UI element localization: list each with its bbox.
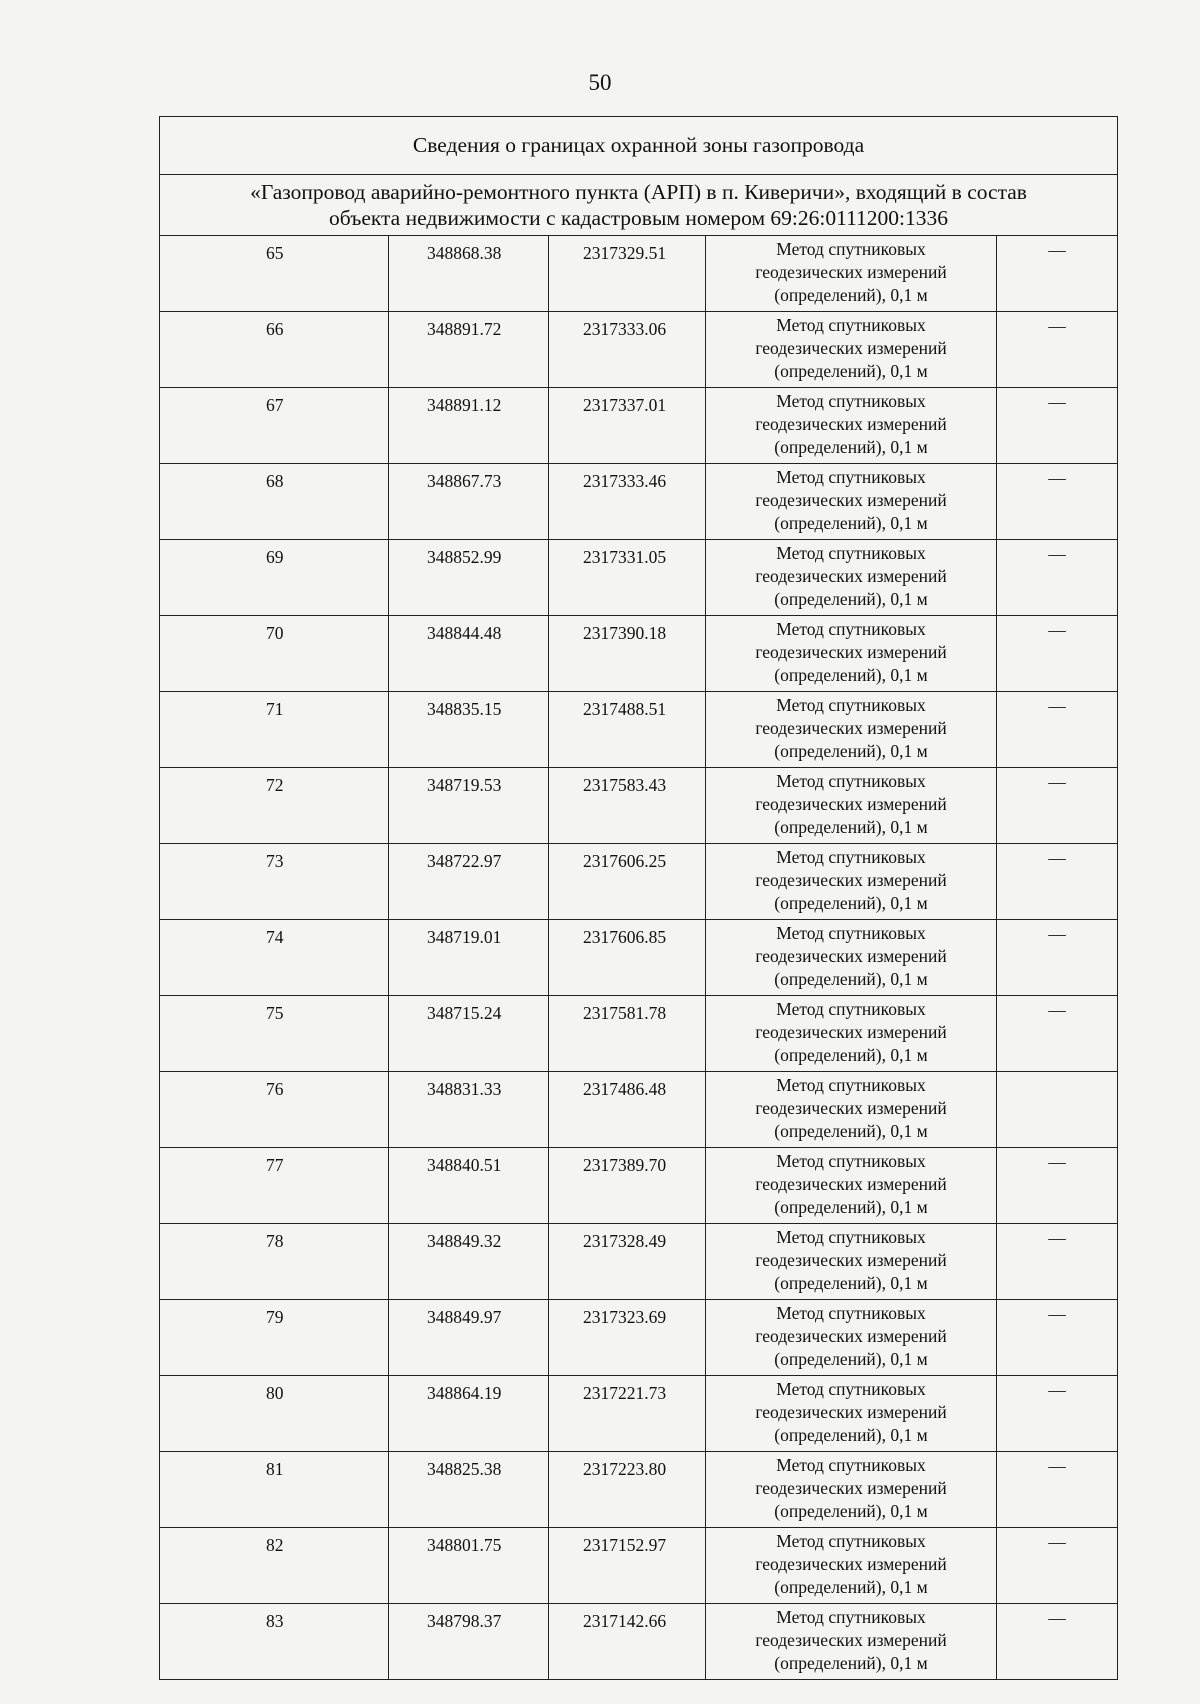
- coordinate-y: 2317328.49: [549, 1224, 706, 1300]
- coordinate-y: 2317606.25: [549, 844, 706, 920]
- note-cell: —: [997, 996, 1118, 1072]
- coordinate-y: 2317389.70: [549, 1148, 706, 1224]
- coordinate-y: 2317329.51: [549, 236, 706, 312]
- coordinate-y: 2317390.18: [549, 616, 706, 692]
- method-line-3: (определений), 0,1 м: [774, 437, 928, 457]
- point-number: 79: [160, 1300, 389, 1376]
- method-line-1: Метод спутниковых: [776, 1379, 926, 1399]
- table-row: [160, 1300, 1118, 1376]
- method-description: [706, 1528, 997, 1604]
- method-line-1: Метод спутниковых: [776, 695, 926, 715]
- coordinate-y: 2317221.73: [549, 1376, 706, 1452]
- coordinate-y: 2317337.01: [549, 388, 706, 464]
- table-row: [160, 388, 1118, 464]
- method-line-2: геодезических измерений: [755, 1554, 947, 1574]
- point-number: 73: [160, 844, 389, 920]
- method-line-1: Метод спутниковых: [776, 1227, 926, 1247]
- method-description: [706, 388, 997, 464]
- method-description: [706, 692, 997, 768]
- method-line-2: геодезических измерений: [755, 338, 947, 358]
- method-description: [706, 540, 997, 616]
- method-line-3: (определений), 0,1 м: [774, 1121, 928, 1141]
- method-description: [706, 1376, 997, 1452]
- method-description: [706, 464, 997, 540]
- point-number: 72: [160, 768, 389, 844]
- coordinate-x: 348868.38: [389, 236, 549, 312]
- coordinate-x: 348840.51: [389, 1148, 549, 1224]
- note-cell: —: [997, 1148, 1118, 1224]
- note-cell: —: [997, 1376, 1118, 1452]
- coordinate-x: 348831.33: [389, 1072, 549, 1148]
- table-subtitle-line-1: «Газопровод аварийно-ремонтного пункта (АРП) в п. Киверичи», входящий в состав: [250, 180, 1027, 204]
- method-line-3: (определений), 0,1 м: [774, 741, 928, 761]
- method-line-1: Метод спутниковых: [776, 1151, 926, 1171]
- method-line-2: геодезических измерений: [755, 794, 947, 814]
- point-number: 69: [160, 540, 389, 616]
- coordinate-x: 348891.72: [389, 312, 549, 388]
- point-number: 82: [160, 1528, 389, 1604]
- table-row: [160, 844, 1118, 920]
- table-row: [160, 540, 1118, 616]
- coordinate-x: 348801.75: [389, 1528, 549, 1604]
- table-row: [160, 692, 1118, 768]
- table-title: Сведения о границах охранной зоны газопровода: [160, 117, 1118, 175]
- method-line-3: (определений), 0,1 м: [774, 665, 928, 685]
- method-line-2: геодезических измерений: [755, 490, 947, 510]
- point-number: 70: [160, 616, 389, 692]
- table-row: [160, 236, 1118, 312]
- note-cell: —: [997, 1300, 1118, 1376]
- table-row: [160, 464, 1118, 540]
- point-number: 66: [160, 312, 389, 388]
- method-description: [706, 1148, 997, 1224]
- coordinate-y: 2317486.48: [549, 1072, 706, 1148]
- note-cell: —: [997, 1452, 1118, 1528]
- table-row: [160, 1224, 1118, 1300]
- point-number: 71: [160, 692, 389, 768]
- method-line-2: геодезических измерений: [755, 1098, 947, 1118]
- method-line-1: Метод спутниковых: [776, 543, 926, 563]
- coordinate-x: 348715.24: [389, 996, 549, 1072]
- table-subtitle-line-2: объекта недвижимости с кадастровым номером 69:26:0111200:1336: [329, 206, 949, 230]
- page-number: 50: [588, 70, 612, 95]
- point-number: 65: [160, 236, 389, 312]
- method-line-1: Метод спутниковых: [776, 239, 926, 259]
- table-row: [160, 312, 1118, 388]
- coordinate-x: 348835.15: [389, 692, 549, 768]
- method-line-2: геодезических измерений: [755, 1022, 947, 1042]
- note-cell: —: [997, 692, 1118, 768]
- method-line-3: (определений), 0,1 м: [774, 361, 928, 381]
- coordinate-y: 2317583.43: [549, 768, 706, 844]
- point-number: 75: [160, 996, 389, 1072]
- coordinate-y: 2317581.78: [549, 996, 706, 1072]
- coordinate-y: 2317331.05: [549, 540, 706, 616]
- coordinate-y: 2317142.66: [549, 1604, 706, 1680]
- coordinate-x: 348891.12: [389, 388, 549, 464]
- method-line-3: (определений), 0,1 м: [774, 513, 928, 533]
- table-row: [160, 768, 1118, 844]
- note-cell: —: [997, 1528, 1118, 1604]
- method-line-2: геодезических измерений: [755, 262, 947, 282]
- note-cell: —: [997, 920, 1118, 996]
- method-line-2: геодезических измерений: [755, 1402, 947, 1422]
- method-line-3: (определений), 0,1 м: [774, 893, 928, 913]
- coordinate-x: 348844.48: [389, 616, 549, 692]
- table-row: [160, 920, 1118, 996]
- coordinate-x: 348849.97: [389, 1300, 549, 1376]
- method-description: [706, 616, 997, 692]
- note-cell: —: [997, 1604, 1118, 1680]
- coordinates-table: [159, 116, 1118, 1680]
- method-line-3: (определений), 0,1 м: [774, 1045, 928, 1065]
- point-number: 68: [160, 464, 389, 540]
- coordinate-x: 348867.73: [389, 464, 549, 540]
- method-line-2: геодезических измерений: [755, 566, 947, 586]
- method-description: [706, 996, 997, 1072]
- coordinate-y: 2317333.46: [549, 464, 706, 540]
- method-line-1: Метод спутниковых: [776, 391, 926, 411]
- note-cell: —: [997, 236, 1118, 312]
- method-description: [706, 312, 997, 388]
- note-cell: —: [997, 844, 1118, 920]
- table-row: [160, 1376, 1118, 1452]
- coordinate-y: 2317488.51: [549, 692, 706, 768]
- coordinate-y: 2317333.06: [549, 312, 706, 388]
- method-description: [706, 1072, 997, 1148]
- method-line-3: (определений), 0,1 м: [774, 1577, 928, 1597]
- coordinate-x: 348849.32: [389, 1224, 549, 1300]
- method-line-1: Метод спутниковых: [776, 467, 926, 487]
- point-number: 83: [160, 1604, 389, 1680]
- method-line-2: геодезических измерений: [755, 870, 947, 890]
- point-number: 81: [160, 1452, 389, 1528]
- method-description: [706, 768, 997, 844]
- method-description: [706, 1300, 997, 1376]
- method-line-3: (определений), 0,1 м: [774, 1197, 928, 1217]
- point-number: 77: [160, 1148, 389, 1224]
- note-cell: [997, 1072, 1118, 1148]
- method-line-1: Метод спутниковых: [776, 923, 926, 943]
- method-line-1: Метод спутниковых: [776, 1607, 926, 1627]
- method-line-1: Метод спутниковых: [776, 999, 926, 1019]
- note-cell: —: [997, 616, 1118, 692]
- table-row: [160, 1528, 1118, 1604]
- coordinate-x: 348719.53: [389, 768, 549, 844]
- table-row: [160, 1148, 1118, 1224]
- method-line-3: (определений), 0,1 м: [774, 969, 928, 989]
- method-line-2: геодезических измерений: [755, 1250, 947, 1270]
- method-line-1: Метод спутниковых: [776, 771, 926, 791]
- table-row: [160, 616, 1118, 692]
- coordinate-y: 2317606.85: [549, 920, 706, 996]
- method-line-2: геодезических измерений: [755, 414, 947, 434]
- method-description: [706, 236, 997, 312]
- method-line-2: геодезических измерений: [755, 642, 947, 662]
- method-description: [706, 1452, 997, 1528]
- method-line-3: (определений), 0,1 м: [774, 285, 928, 305]
- table-row: [160, 996, 1118, 1072]
- method-line-2: геодезических измерений: [755, 718, 947, 738]
- method-line-1: Метод спутниковых: [776, 847, 926, 867]
- note-cell: —: [997, 540, 1118, 616]
- method-line-3: (определений), 0,1 м: [774, 589, 928, 609]
- coordinate-x: 348852.99: [389, 540, 549, 616]
- coordinate-y: 2317223.80: [549, 1452, 706, 1528]
- coordinate-y: 2317152.97: [549, 1528, 706, 1604]
- method-line-1: Метод спутниковых: [776, 619, 926, 639]
- method-line-2: геодезических измерений: [755, 946, 947, 966]
- table-row: [160, 1452, 1118, 1528]
- coordinate-x: 348798.37: [389, 1604, 549, 1680]
- point-number: 74: [160, 920, 389, 996]
- method-line-1: Метод спутниковых: [776, 315, 926, 335]
- method-line-3: (определений), 0,1 м: [774, 1273, 928, 1293]
- method-line-3: (определений), 0,1 м: [774, 1349, 928, 1369]
- note-cell: —: [997, 1224, 1118, 1300]
- note-cell: —: [997, 388, 1118, 464]
- coordinate-x: 348722.97: [389, 844, 549, 920]
- method-line-3: (определений), 0,1 м: [774, 1501, 928, 1521]
- note-cell: —: [997, 464, 1118, 540]
- coordinate-x: 348719.01: [389, 920, 549, 996]
- method-description: [706, 920, 997, 996]
- point-number: 67: [160, 388, 389, 464]
- table-subtitle: [160, 175, 1118, 236]
- method-line-2: геодезических измерений: [755, 1478, 947, 1498]
- table-row: [160, 1604, 1118, 1680]
- method-line-2: геодезических измерений: [755, 1326, 947, 1346]
- method-line-2: геодезических измерений: [755, 1174, 947, 1194]
- method-line-1: Метод спутниковых: [776, 1303, 926, 1323]
- note-cell: —: [997, 312, 1118, 388]
- method-line-3: (определений), 0,1 м: [774, 1425, 928, 1445]
- method-line-1: Метод спутниковых: [776, 1531, 926, 1551]
- method-description: [706, 844, 997, 920]
- method-description: [706, 1224, 997, 1300]
- point-number: 78: [160, 1224, 389, 1300]
- point-number: 76: [160, 1072, 389, 1148]
- method-line-2: геодезических измерений: [755, 1630, 947, 1650]
- coordinate-y: 2317323.69: [549, 1300, 706, 1376]
- method-line-3: (определений), 0,1 м: [774, 1653, 928, 1673]
- method-line-1: Метод спутниковых: [776, 1075, 926, 1095]
- coordinate-x: 348825.38: [389, 1452, 549, 1528]
- method-line-1: Метод спутниковых: [776, 1455, 926, 1475]
- table-row: [160, 1072, 1118, 1148]
- note-cell: —: [997, 768, 1118, 844]
- coordinate-x: 348864.19: [389, 1376, 549, 1452]
- method-description: [706, 1604, 997, 1680]
- method-line-3: (определений), 0,1 м: [774, 817, 928, 837]
- point-number: 80: [160, 1376, 389, 1452]
